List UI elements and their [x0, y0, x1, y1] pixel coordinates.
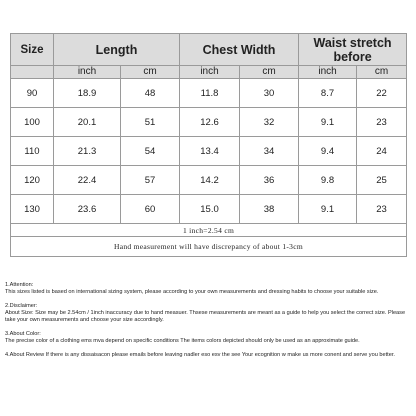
- measurement-note: Hand measurement will have discrepancy of about 1-3cm: [11, 237, 407, 257]
- attention-note: [5, 282, 413, 297]
- note-title: 3.About Color:: [5, 331, 41, 338]
- unit-cell: inch: [54, 66, 121, 79]
- unit-size-cell: [11, 66, 54, 79]
- value-cell: 51: [121, 108, 180, 137]
- disclaimer-note: [5, 303, 413, 325]
- measurement-row: [11, 237, 407, 257]
- value-cell: 8.7: [299, 79, 357, 108]
- value-cell: 12.6: [180, 108, 240, 137]
- value-cell: 13.4: [180, 137, 240, 166]
- table-row: [11, 137, 407, 166]
- unit-cell: cm: [121, 66, 180, 79]
- conversion-row: [11, 224, 407, 237]
- value-cell: 36: [240, 166, 299, 195]
- size-cell: 100: [11, 108, 54, 137]
- note-text: About Size: Size may be 2.54cm / 1inch inaccuracy due to hand measuer. Thsese measurements are meant as a guide to help you select the correct size. Please take your own measurements and choose your size accordingly.: [5, 310, 406, 324]
- notes-section: [5, 282, 413, 366]
- value-cell: 11.8: [180, 79, 240, 108]
- size-chart-table: [10, 33, 407, 257]
- value-cell: 54: [121, 137, 180, 166]
- note-text: The precise color of a clothing ems mva depend on specific conditions The items colors depicted should only be used as an approximate guide.: [5, 338, 360, 345]
- value-cell: 60: [121, 195, 180, 224]
- table-row: [11, 108, 407, 137]
- value-cell: 48: [121, 79, 180, 108]
- size-cell: 110: [11, 137, 54, 166]
- size-header: Size: [11, 34, 54, 66]
- value-cell: 25: [357, 166, 407, 195]
- value-cell: 22.4: [54, 166, 121, 195]
- value-cell: 22: [357, 79, 407, 108]
- value-cell: 20.1: [54, 108, 121, 137]
- review-note: [5, 352, 413, 359]
- value-cell: 9.4: [299, 137, 357, 166]
- value-cell: 23.6: [54, 195, 121, 224]
- note-text: This sizes listed is based on international sizing system, please according to your own measurements and dressing habits to choose your suitable size.: [5, 289, 379, 296]
- value-cell: 15.0: [180, 195, 240, 224]
- value-cell: 14.2: [180, 166, 240, 195]
- size-cell: 130: [11, 195, 54, 224]
- value-cell: 57: [121, 166, 180, 195]
- length-header: Length: [54, 34, 180, 66]
- unit-cell: cm: [357, 66, 407, 79]
- value-cell: 9.1: [299, 195, 357, 224]
- table-row: [11, 195, 407, 224]
- value-cell: 30: [240, 79, 299, 108]
- value-cell: 38: [240, 195, 299, 224]
- size-cell: 90: [11, 79, 54, 108]
- note-title: 2.Disclaimer:: [5, 302, 38, 309]
- header-row: [11, 34, 407, 66]
- unit-row: [11, 66, 407, 79]
- value-cell: 32: [240, 108, 299, 137]
- value-cell: 9.1: [299, 108, 357, 137]
- value-cell: 18.9: [54, 79, 121, 108]
- unit-cell: inch: [180, 66, 240, 79]
- value-cell: 21.3: [54, 137, 121, 166]
- size-cell: 120: [11, 166, 54, 195]
- chest-width-header: Chest Width: [180, 34, 299, 66]
- table-row: [11, 166, 407, 195]
- value-cell: 34: [240, 137, 299, 166]
- color-note: [5, 331, 413, 346]
- note-text: 4.About Review If there is any dissaisacon please emails before leaving nadler eso esv the see Your ecognition w make us more conent and serve you better.: [5, 351, 395, 358]
- conversion-note: 1 inch=2.54 cm: [11, 224, 407, 237]
- value-cell: 24: [357, 137, 407, 166]
- unit-cell: inch: [299, 66, 357, 79]
- value-cell: 23: [357, 108, 407, 137]
- value-cell: 9.8: [299, 166, 357, 195]
- unit-cell: cm: [240, 66, 299, 79]
- value-cell: 23: [357, 195, 407, 224]
- waist-header: Waist stretch before: [299, 34, 407, 66]
- note-title: 1.Attention:: [5, 282, 34, 288]
- table-row: [11, 79, 407, 108]
